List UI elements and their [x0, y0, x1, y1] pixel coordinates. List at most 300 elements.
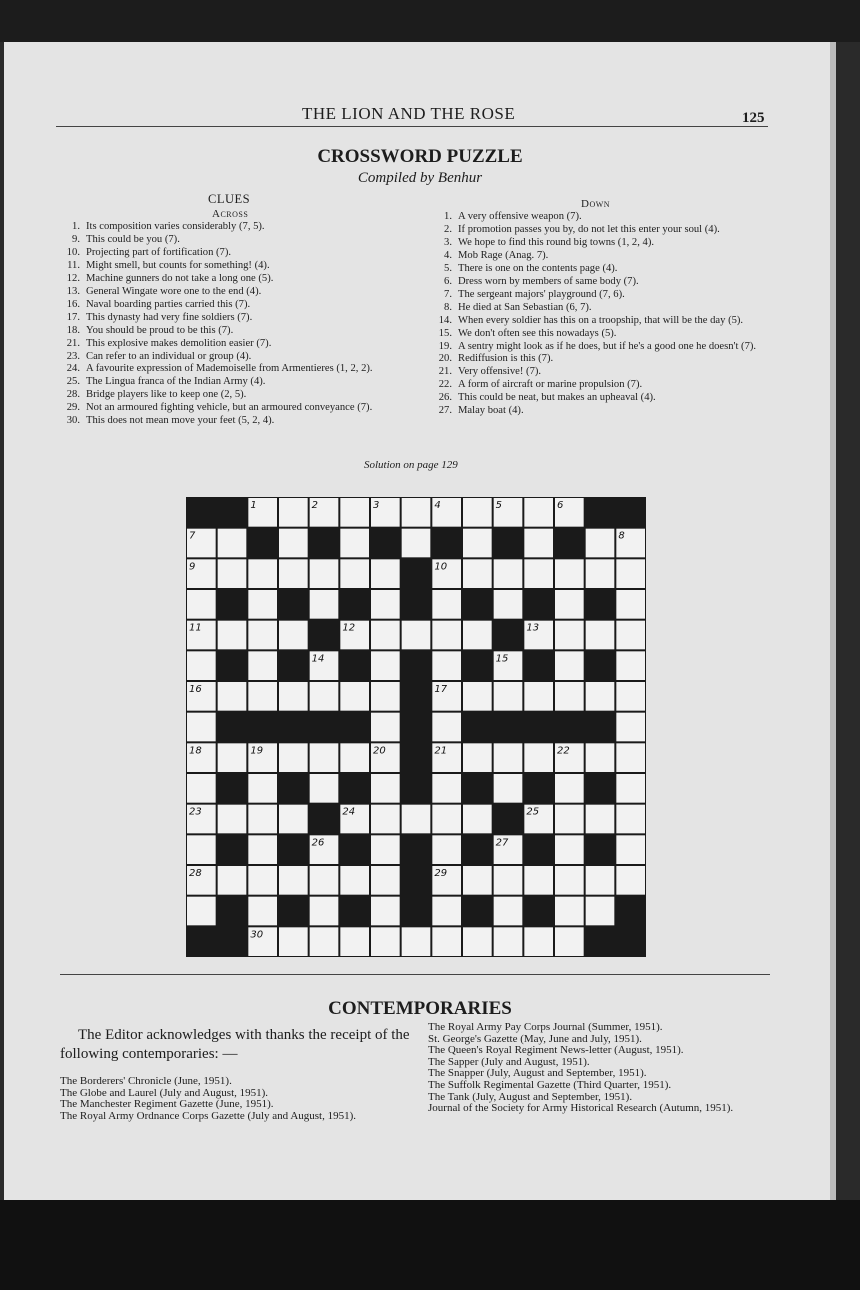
clue-text: Can refer to an individual or group (4). — [86, 350, 252, 362]
clue-number: 9. — [72, 233, 80, 245]
grid-cell[interactable] — [555, 897, 584, 926]
grid-cell[interactable] — [586, 682, 615, 711]
grid-clue-number: 13 — [526, 622, 540, 634]
grid-block — [616, 498, 645, 527]
grid-cell[interactable] — [187, 590, 216, 619]
grid-cell[interactable] — [555, 590, 584, 619]
grid-cell[interactable] — [187, 835, 216, 864]
contemporaries-list-left — [60, 1076, 420, 1122]
grid-block — [616, 927, 645, 956]
grid-cell[interactable] — [371, 590, 400, 619]
grid-cell[interactable] — [494, 866, 523, 895]
grid-cell[interactable] — [432, 621, 461, 650]
contemporary-item: St. George's Gazette (May, June and July, 1951). — [428, 1032, 642, 1045]
grid-cell[interactable] — [494, 682, 523, 711]
contemporary-item: The Borderers' Chronicle (June, 1951). — [60, 1075, 232, 1087]
grid-clue-number: 15 — [495, 653, 509, 665]
grid-cell[interactable] — [432, 774, 461, 803]
clue-text: A sentry might look as if he does, but if he's a good one he doesn't (7). — [458, 340, 757, 352]
section-rule — [60, 974, 770, 975]
grid-cell[interactable] — [248, 682, 277, 711]
grid-block — [555, 529, 584, 558]
grid-cell[interactable] — [616, 743, 645, 772]
grid-cell[interactable] — [524, 866, 553, 895]
grid-cell[interactable] — [218, 805, 247, 834]
grid-block — [218, 590, 247, 619]
grid-cell[interactable] — [402, 529, 431, 558]
grid-cell[interactable] — [586, 529, 615, 558]
grid-cell[interactable] — [555, 682, 584, 711]
grid-cell[interactable] — [340, 529, 369, 558]
grid-cell[interactable] — [371, 805, 400, 834]
clue-number: 26. — [438, 392, 452, 404]
grid-cell[interactable] — [616, 713, 645, 742]
grid-cell[interactable] — [310, 897, 339, 926]
grid-block — [586, 835, 615, 864]
grid-clue-number: 12 — [342, 622, 356, 634]
grid-cell[interactable] — [310, 559, 339, 588]
across-clue — [52, 351, 404, 364]
grid-cell[interactable] — [402, 927, 431, 956]
grid-cell[interactable] — [616, 866, 645, 895]
grid-cell[interactable] — [371, 897, 400, 926]
grid-clue-number: 5 — [495, 500, 503, 511]
grid-cell[interactable] — [371, 927, 400, 956]
grid-clue-number: 19 — [250, 745, 264, 757]
grid-cell[interactable] — [371, 835, 400, 864]
grid-block — [279, 713, 308, 742]
grid-cell[interactable] — [371, 866, 400, 895]
grid-block — [340, 590, 369, 619]
grid-clue-number: 26 — [311, 837, 325, 849]
down-clue — [424, 366, 768, 379]
contemporary-item: The Tank (July, August and September, 1951). — [428, 1090, 633, 1103]
grid-block — [402, 835, 431, 864]
grid-block — [432, 529, 461, 558]
grid-cell[interactable] — [524, 529, 553, 558]
grid-cell[interactable] — [586, 805, 615, 834]
grid-cell[interactable] — [371, 713, 400, 742]
grid-cell[interactable] — [524, 927, 553, 956]
grid-cell[interactable] — [248, 590, 277, 619]
clue-text: When every soldier has this on a troopship, that will be the day (5). — [458, 314, 744, 326]
clue-text: Bridge players like to keep one (2, 5). — [86, 389, 247, 401]
across-clue — [52, 376, 404, 389]
clue-text: Rediffusion is this (7). — [458, 353, 554, 365]
grid-cell[interactable] — [310, 590, 339, 619]
down-clue — [424, 250, 768, 263]
grid-block — [402, 774, 431, 803]
grid-cell[interactable] — [187, 651, 216, 680]
grid-cell[interactable] — [187, 897, 216, 926]
grid-cell[interactable] — [248, 835, 277, 864]
across-clue — [52, 402, 404, 415]
grid-clue-number: 3 — [373, 500, 380, 511]
grid-cell[interactable] — [279, 805, 308, 834]
clue-text: Its composition varies considerably (7, 5). — [86, 221, 265, 232]
contemporaries-list-right — [428, 1022, 773, 1115]
grid-block — [586, 927, 615, 956]
grid-block — [310, 713, 339, 742]
grid-cell[interactable] — [586, 743, 615, 772]
grid-cell[interactable] — [586, 897, 615, 926]
grid-cell[interactable] — [218, 529, 247, 558]
grid-cell[interactable] — [494, 559, 523, 588]
grid-block — [187, 498, 216, 527]
grid-cell[interactable] — [279, 621, 308, 650]
down-clue — [424, 263, 768, 276]
contemporary-item: The Royal Army Pay Corps Journal (Summer, 1951). — [428, 1021, 663, 1033]
grid-block — [494, 621, 523, 650]
grid-cell[interactable] — [463, 559, 492, 588]
book-spine-shadow — [0, 0, 860, 42]
grid-cell[interactable] — [340, 866, 369, 895]
clue-text: You should be proud to be this (7). — [86, 324, 234, 336]
grid-block — [187, 927, 216, 956]
grid-cell[interactable] — [432, 835, 461, 864]
clue-text: The sergeant majors' playground (7, 6). — [458, 288, 625, 300]
clue-number: 20. — [438, 353, 452, 365]
grid-cell[interactable] — [279, 866, 308, 895]
clue-text: The Lingua franca of the Indian Army (4). — [86, 376, 266, 388]
puzzle-byline: Compiled by Benhur — [357, 170, 483, 186]
contemporary-item: The Suffolk Regimental Gazette (Third Quarter, 1951). — [428, 1078, 672, 1091]
clue-text: This explosive makes demolition easier (7). — [86, 337, 272, 349]
grid-cell[interactable] — [432, 927, 461, 956]
clue-text: This dynasty had very fine soldiers (7). — [86, 311, 253, 323]
grid-cell[interactable] — [463, 866, 492, 895]
grid-block — [524, 774, 553, 803]
grid-block — [402, 866, 431, 895]
header-rule — [56, 126, 768, 127]
grid-block — [371, 529, 400, 558]
grid-clue-number: 8 — [618, 530, 625, 542]
grid-cell[interactable] — [432, 805, 461, 834]
clue-text: A very offensive weapon (7). — [458, 211, 582, 222]
grid-cell[interactable] — [616, 805, 645, 834]
grid-cell[interactable] — [494, 897, 523, 926]
clue-number: 25. — [66, 376, 80, 388]
clue-number: 16. — [66, 298, 80, 310]
grid-cell[interactable] — [279, 743, 308, 772]
grid-clue-number: 22 — [557, 745, 570, 757]
grid-cell[interactable] — [340, 743, 369, 772]
clue-number: 19. — [438, 340, 452, 352]
grid-cell[interactable] — [402, 621, 431, 650]
page-bottom-shadow — [0, 1200, 860, 1290]
grid-cell[interactable] — [616, 651, 645, 680]
clue-text: Dress worn by members of same body (7). — [458, 275, 639, 287]
grid-block — [402, 682, 431, 711]
grid-block — [279, 897, 308, 926]
grid-block — [279, 590, 308, 619]
clue-number: 17. — [66, 311, 80, 323]
grid-clue-number: 27 — [495, 837, 509, 849]
grid-cell[interactable] — [248, 559, 277, 588]
grid-cell[interactable] — [432, 897, 461, 926]
clue-number: 21. — [438, 366, 452, 378]
grid-cell[interactable] — [586, 866, 615, 895]
grid-cell[interactable] — [555, 835, 584, 864]
down-clue — [424, 392, 768, 405]
grid-block — [586, 774, 615, 803]
down-clue — [424, 276, 768, 289]
grid-cell[interactable] — [402, 805, 431, 834]
grid-cell[interactable] — [371, 621, 400, 650]
grid-cell[interactable] — [524, 743, 553, 772]
grid-cell[interactable] — [218, 866, 247, 895]
contemporary-item: The Royal Army Ordnance Corps Gazette (July and August, 1951). — [60, 1109, 357, 1122]
grid-cell[interactable] — [310, 682, 339, 711]
grid-cell[interactable] — [371, 651, 400, 680]
grid-block — [524, 590, 553, 619]
grid-cell[interactable] — [616, 590, 645, 619]
crossword-grid — [184, 495, 649, 965]
grid-cell[interactable] — [494, 927, 523, 956]
grid-cell[interactable] — [616, 621, 645, 650]
grid-cell[interactable] — [310, 743, 339, 772]
grid-block — [463, 651, 492, 680]
grid-block — [310, 621, 339, 650]
grid-cell[interactable] — [310, 866, 339, 895]
grid-cell[interactable] — [616, 559, 645, 588]
clue-number: 10. — [66, 246, 80, 258]
grid-block — [248, 713, 277, 742]
solution-note: Solution on page 129 — [364, 459, 458, 471]
grid-cell[interactable] — [248, 805, 277, 834]
clue-text: Might smell, but counts for something! (4). — [86, 259, 270, 271]
across-clue — [52, 234, 404, 247]
grid-cell[interactable] — [218, 621, 247, 650]
grid-block — [310, 805, 339, 834]
grid-cell[interactable] — [432, 713, 461, 742]
clue-number: 14. — [438, 314, 452, 326]
down-clue — [424, 379, 768, 392]
grid-block — [218, 835, 247, 864]
clue-number: 1. — [72, 221, 80, 232]
grid-cell[interactable] — [279, 559, 308, 588]
grid-cell[interactable] — [218, 743, 247, 772]
grid-block — [402, 897, 431, 926]
grid-cell[interactable] — [616, 774, 645, 803]
down-clue — [424, 405, 768, 418]
grid-block — [402, 743, 431, 772]
clue-number: 12. — [66, 272, 80, 284]
clue-number: 22. — [438, 379, 452, 391]
across-clue — [52, 286, 404, 299]
grid-clue-number: 29 — [434, 868, 448, 879]
grid-clue-number: 7 — [189, 530, 196, 542]
grid-clue-number: 14 — [311, 653, 325, 665]
grid-cell[interactable] — [524, 559, 553, 588]
grid-cell[interactable] — [555, 866, 584, 895]
grid-cell[interactable] — [494, 743, 523, 772]
grid-block — [524, 713, 553, 742]
grid-clue-number: 30 — [250, 929, 264, 941]
clue-text: We hope to find this round big towns (1, 2, 4). — [458, 236, 654, 248]
grid-block — [524, 651, 553, 680]
grid-clue-number: 2 — [311, 500, 319, 511]
clue-number: 11. — [67, 259, 80, 271]
down-clue-list — [424, 211, 768, 418]
contemporary-item: The Manchester Regiment Gazette (June, 1951). — [60, 1098, 274, 1111]
across-clue — [52, 389, 404, 402]
clue-number: 27. — [438, 405, 452, 417]
grid-cell[interactable] — [432, 590, 461, 619]
across-clue — [52, 312, 404, 325]
clue-number: 2. — [444, 223, 452, 235]
clue-text: We don't often see this nowadays (5). — [458, 327, 617, 339]
grid-cell[interactable] — [218, 682, 247, 711]
grid-cell[interactable] — [279, 682, 308, 711]
down-clue — [424, 211, 768, 224]
clue-text: A form of aircraft or marine propulsion (7). — [458, 379, 643, 391]
grid-cell[interactable] — [555, 927, 584, 956]
grid-clue-number: 6 — [557, 500, 564, 511]
clue-text: Not an armoured fighting vehicle, but an armoured conveyance (7). — [86, 402, 373, 414]
grid-block — [524, 835, 553, 864]
grid-block — [586, 498, 615, 527]
grid-cell[interactable] — [310, 927, 339, 956]
grid-block — [340, 713, 369, 742]
clue-text: There is one on the contents page (4). — [458, 262, 618, 274]
across-heading: Across — [212, 208, 249, 220]
grid-cell[interactable] — [248, 621, 277, 650]
clues-heading: CLUES — [208, 192, 251, 206]
grid-cell[interactable] — [463, 682, 492, 711]
grid-cell[interactable] — [494, 774, 523, 803]
grid-cell[interactable] — [616, 682, 645, 711]
clue-number: 4. — [444, 249, 452, 261]
clue-text: This does not mean move your feet (5, 2, 4). — [86, 415, 275, 427]
grid-cell[interactable] — [463, 743, 492, 772]
grid-cell[interactable] — [463, 498, 492, 527]
across-clue — [52, 338, 404, 351]
contemporary-item: The Sapper (July and August, 1951). — [428, 1055, 590, 1068]
clue-text: Projecting part of fortification (7). — [86, 246, 232, 258]
grid-cell[interactable] — [248, 651, 277, 680]
grid-block — [463, 713, 492, 742]
grid-block — [524, 897, 553, 926]
grid-block — [555, 713, 584, 742]
grid-block — [279, 835, 308, 864]
grid-cell[interactable] — [463, 927, 492, 956]
grid-cell[interactable] — [555, 621, 584, 650]
grid-cell[interactable] — [187, 713, 216, 742]
puzzle-title: CROSSWORD PUZZLE — [317, 146, 523, 167]
grid-cell[interactable] — [555, 651, 584, 680]
across-clue — [52, 273, 404, 286]
grid-cell[interactable] — [371, 774, 400, 803]
grid-cell[interactable] — [340, 498, 369, 527]
clue-text: This could be neat, but makes an upheaval (4). — [458, 392, 656, 404]
grid-cell[interactable] — [279, 927, 308, 956]
clue-text: Naval boarding parties carried this (7). — [86, 298, 251, 310]
grid-block — [616, 897, 645, 926]
across-clue-list — [52, 221, 404, 428]
grid-block — [218, 897, 247, 926]
grid-block — [402, 713, 431, 742]
grid-cell[interactable] — [248, 897, 277, 926]
grid-cell[interactable] — [524, 682, 553, 711]
grid-cell[interactable] — [555, 774, 584, 803]
grid-clue-number: 1 — [250, 500, 257, 511]
grid-block — [218, 651, 247, 680]
grid-cell[interactable] — [586, 559, 615, 588]
grid-cell[interactable] — [371, 559, 400, 588]
grid-cell[interactable] — [218, 559, 247, 588]
grid-block — [463, 835, 492, 864]
grid-clue-number: 18 — [189, 745, 202, 757]
clue-text: Malay boat (4). — [458, 405, 524, 417]
grid-cell[interactable] — [340, 559, 369, 588]
grid-clue-number: 4 — [434, 500, 441, 511]
grid-cell[interactable] — [463, 529, 492, 558]
grid-block — [402, 651, 431, 680]
grid-cell[interactable] — [279, 498, 308, 527]
grid-clue-number: 24 — [342, 806, 356, 818]
grid-cell[interactable] — [586, 621, 615, 650]
grid-cell[interactable] — [248, 866, 277, 895]
grid-cell[interactable] — [524, 498, 553, 527]
grid-cell[interactable] — [555, 805, 584, 834]
grid-cell[interactable] — [555, 559, 584, 588]
grid-cell[interactable] — [402, 498, 431, 527]
clue-text: General Wingate wore one to the end (4). — [86, 285, 262, 297]
grid-cell[interactable] — [340, 682, 369, 711]
grid-block — [494, 529, 523, 558]
grid-cell[interactable] — [310, 774, 339, 803]
grid-block — [279, 651, 308, 680]
grid-cell[interactable] — [616, 835, 645, 864]
grid-clue-number: 11 — [189, 622, 202, 634]
clue-number: 28. — [66, 389, 80, 401]
grid-cell[interactable] — [463, 621, 492, 650]
across-clue — [52, 325, 404, 338]
grid-block — [463, 590, 492, 619]
clue-text: A favourite expression of Mademoiselle from Armentieres (1, 2, 2). — [86, 363, 373, 375]
contemporary-item: Journal of the Society for Army Historical Research (Autumn, 1951). — [428, 1102, 734, 1115]
grid-block — [218, 774, 247, 803]
down-clue — [424, 315, 768, 328]
down-heading: Down — [581, 198, 611, 210]
contemporaries-intro: The Editor acknowledges with thanks the receipt of the following contemporaries: — — [60, 1027, 410, 1062]
clue-number: 30. — [66, 415, 80, 427]
grid-cell[interactable] — [432, 651, 461, 680]
grid-cell[interactable] — [248, 774, 277, 803]
grid-clue-number: 23 — [189, 806, 202, 818]
grid-cell[interactable] — [279, 529, 308, 558]
down-clue — [424, 224, 768, 237]
grid-block — [402, 590, 431, 619]
grid-block — [586, 713, 615, 742]
magazine-page — [4, 42, 836, 1200]
grid-cell[interactable] — [340, 927, 369, 956]
grid-clue-number: 28 — [189, 868, 202, 879]
grid-cell[interactable] — [494, 590, 523, 619]
crossword-grid-svg — [184, 495, 649, 965]
grid-block — [340, 774, 369, 803]
grid-block — [340, 651, 369, 680]
clue-number: 24. — [66, 363, 80, 375]
down-clue — [424, 289, 768, 302]
grid-block — [218, 927, 247, 956]
grid-cell[interactable] — [371, 682, 400, 711]
grid-cell[interactable] — [187, 774, 216, 803]
grid-block — [586, 590, 615, 619]
grid-cell[interactable] — [463, 805, 492, 834]
grid-block — [402, 559, 431, 588]
